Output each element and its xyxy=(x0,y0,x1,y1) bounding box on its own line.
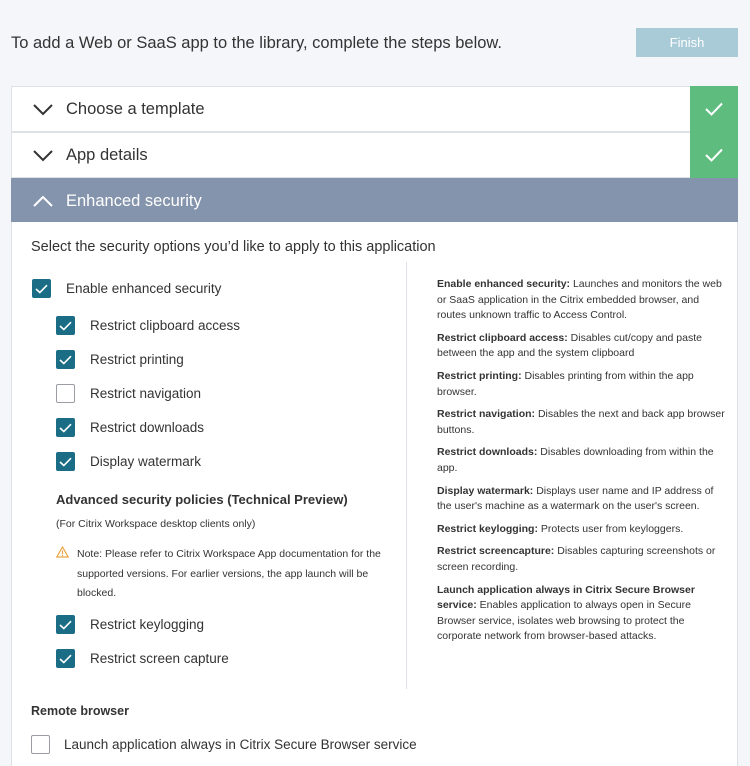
checkmark-icon xyxy=(704,101,724,117)
advanced-policies-title: Advanced security policies (Technical Preview) xyxy=(56,492,348,507)
checkbox-label: Restrict printing xyxy=(90,352,184,367)
display-watermark-option[interactable] xyxy=(56,452,201,471)
display-watermark-checkbox[interactable] xyxy=(56,452,75,471)
checkbox-label: Restrict screen capture xyxy=(90,651,229,666)
page-header xyxy=(0,0,750,84)
checkbox-label: Restrict clipboard access xyxy=(90,318,241,333)
checkmark-icon xyxy=(59,457,72,467)
chevron-down-icon xyxy=(32,146,54,164)
section-title: Select the security options you’d like to apply to this application xyxy=(31,239,436,255)
checkmark-icon xyxy=(59,620,72,630)
step-label: Enhanced security xyxy=(66,192,202,210)
checkbox-label: Enable enhanced security xyxy=(66,281,222,296)
step-choose-template[interactable] xyxy=(11,86,738,132)
help-item: Restrict keylogging: Protects user from keyloggers. xyxy=(437,522,684,535)
restrict-printing-option[interactable] xyxy=(56,350,184,369)
restrict-printing-checkbox[interactable] xyxy=(56,350,75,369)
checkbox-label: Restrict downloads xyxy=(90,420,205,435)
step-enhanced-security[interactable] xyxy=(11,178,738,224)
checkmark-icon xyxy=(704,147,724,163)
step-label: Choose a template xyxy=(66,100,205,118)
launch-secure-browser-option[interactable] xyxy=(31,735,417,754)
checkmark-icon xyxy=(59,423,72,433)
finish-button[interactable]: Finish xyxy=(636,28,738,57)
step-complete-badge xyxy=(690,86,738,132)
checkbox-label: Restrict keylogging xyxy=(90,617,205,632)
help-item: Restrict printing: Disables printing from within the app browser. xyxy=(437,369,694,398)
help-item: Restrict clipboard access: Disables cut/copy and paste between the app and the system clipboard xyxy=(437,331,702,360)
chevron-down-icon xyxy=(32,100,54,118)
remote-browser-title: Remote browser xyxy=(31,704,129,718)
page-intro: To add a Web or SaaS app to the library, complete the steps below. xyxy=(11,34,503,52)
restrict-downloads-option[interactable] xyxy=(56,418,204,437)
checkmark-icon xyxy=(35,284,48,294)
column-divider xyxy=(406,262,407,689)
checkbox-label: Launch application always in Citrix Secure Browser service xyxy=(64,737,417,752)
compatibility-note: Note: Please refer to Citrix Workspace App documentation for the supported versions. For earlier versions, the app launch will be blocked. xyxy=(77,548,381,599)
checkbox-label: Restrict navigation xyxy=(90,386,202,401)
restrict-downloads-checkbox[interactable] xyxy=(56,418,75,437)
checkmark-icon xyxy=(59,355,72,365)
enhanced-security-panel xyxy=(11,222,738,766)
checkmark-icon xyxy=(59,321,72,331)
warning-icon xyxy=(56,546,69,558)
launch-secure-browser-checkbox[interactable] xyxy=(31,735,50,754)
step-app-details[interactable] xyxy=(11,132,738,178)
restrict-screen-capture-option[interactable] xyxy=(56,649,229,668)
step-complete-badge xyxy=(690,132,738,178)
help-item: Display watermark: Displays user name and IP address of the user's machine as a watermark on the user's screen. xyxy=(437,484,714,513)
restrict-navigation-option[interactable] xyxy=(56,384,201,403)
restrict-navigation-checkbox[interactable] xyxy=(56,384,75,403)
step-label: App details xyxy=(66,146,148,164)
restrict-screen-capture-checkbox[interactable] xyxy=(56,649,75,668)
restrict-clipboard-checkbox[interactable] xyxy=(56,316,75,335)
enable-enhanced-security-option[interactable] xyxy=(32,279,221,298)
help-item: Restrict screencapture: Disables capturing screenshots or screen recording. xyxy=(437,545,716,573)
restrict-clipboard-option[interactable] xyxy=(56,316,240,335)
help-item: Enable enhanced security: Launches and monitors the web or SaaS application in the Citrix embedded browser, and routes unknown traffic to Access Control. xyxy=(437,278,722,322)
help-item: Restrict navigation: Disables the next and back app browser buttons. xyxy=(437,408,725,436)
chevron-up-icon xyxy=(32,192,54,210)
restrict-keylogging-option[interactable] xyxy=(56,615,204,634)
help-item: Launch application always in Citrix Secure Browser service: Enables application to always open in Secure Browser service, isolates web browsing to protect the corporate network from browser-based attacks. xyxy=(437,583,695,643)
advanced-policies-subtitle: (For Citrix Workspace desktop clients only) xyxy=(56,518,256,530)
help-item: Restrict downloads: Disables downloading from within the app. xyxy=(437,446,714,474)
help-descriptions xyxy=(437,277,727,652)
checkmark-icon xyxy=(59,654,72,664)
restrict-keylogging-checkbox[interactable] xyxy=(56,615,75,634)
enable-enhanced-security-checkbox[interactable] xyxy=(32,279,51,298)
checkbox-label: Display watermark xyxy=(90,454,202,469)
